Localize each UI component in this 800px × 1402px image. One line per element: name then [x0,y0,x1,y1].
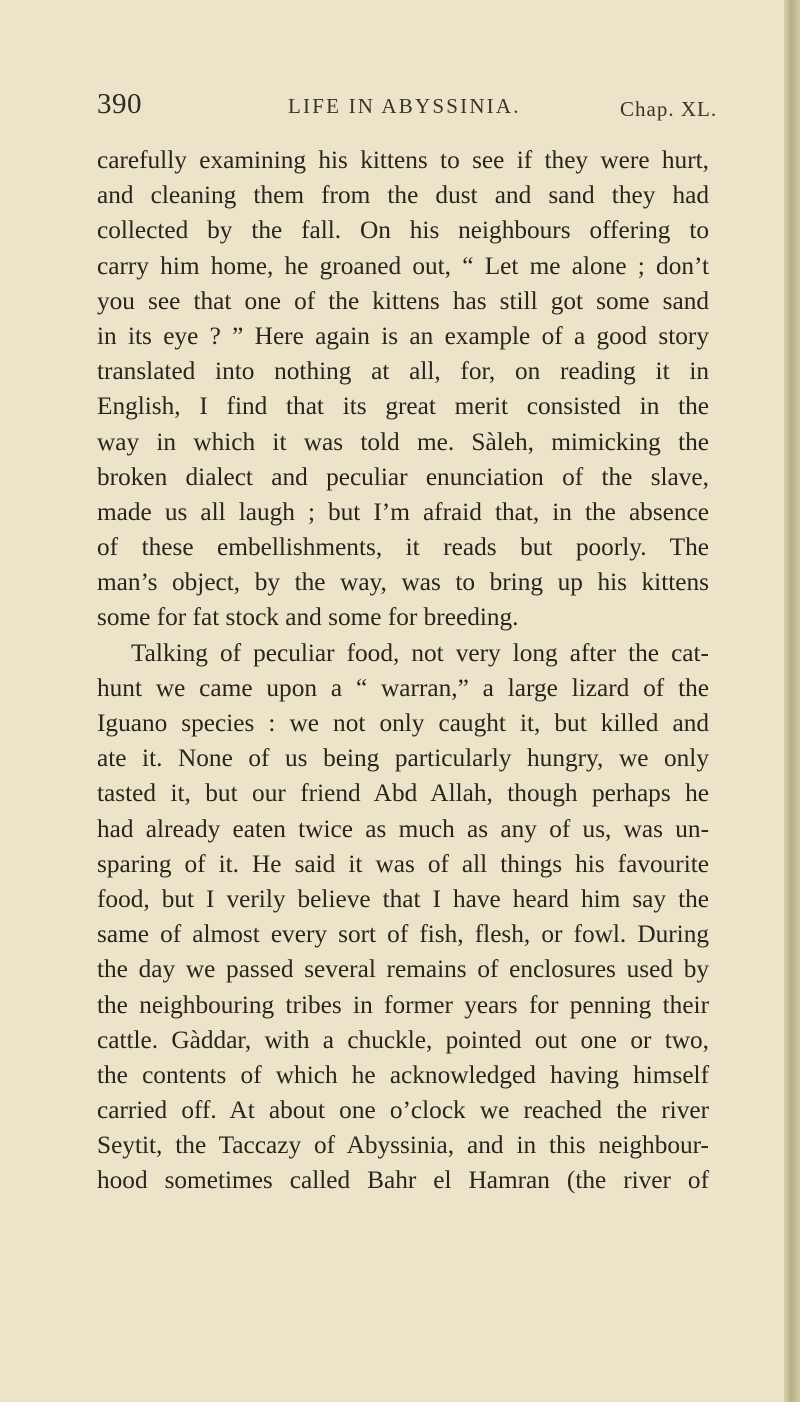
text-line: you see that one of the kittens has still got some sand [97,286,709,315]
text-line: carry him home, he groaned out, “ Let me alone ; don’t [97,251,709,280]
text-line: the neighbouring tribes in former years for penning their [97,990,709,1019]
text-line: translated into nothing at all, for, on reading it in [97,357,709,386]
text-line: tasted it, but our friend Abd Allah, though perhaps he [97,779,709,808]
text-line-paragraph-start: Talking of peculiar food, not very long after the cat- [131,638,709,667]
text-line: the day we passed several remains of enclosures used by [97,955,709,984]
text-line: food, but I verily believe that I have heard him say the [97,884,709,913]
text-line: ate it. None of us being particularly hungry, we only [97,744,709,773]
page-number: 390 [97,88,142,120]
text-line: same of almost every sort of fish, flesh, or fowl. During [97,920,709,949]
text-line-paragraph-end: some for fat stock and some for breeding. [97,603,519,632]
text-line: broken dialect and peculiar enunciation of the slave, [97,462,709,491]
text-line: the contents of which he acknowledged having himself [97,1060,709,1089]
text-line: Iguano species : we not only caught it, but killed and [97,709,709,737]
text-line: hood sometimes called Bahr el Hamran (the river of [97,1166,709,1195]
text-line: collected by the fall. On his neighbours offering to [97,216,709,245]
text-line: hunt we came upon a “ warran,” a large lizard of the [97,673,709,702]
text-line: sparing of it. He said it was of all things his favourite [97,849,709,878]
text-line: in its eye ? ” Here again is an example of a good story [97,321,709,350]
text-line: had already eaten twice as much as any of us, was un- [97,814,709,843]
text-line: man’s object, by the way, was to bring up his kittens [97,568,709,597]
text-line: cattle. Gàddar, with a chuckle, pointed out one or two, [97,1025,709,1054]
running-header [0,88,790,122]
text-line: and cleaning them from the dust and sand they had [97,181,709,210]
text-line: way in which it was told me. Sàleh, mimicking the [97,427,709,456]
page-edge [784,0,800,1402]
text-line: carefully examining his kittens to see if they were hurt, [97,146,709,174]
text-line: carried off. At about one o’clock we reached the river [97,1096,709,1125]
text-line: made us all laugh ; but I’m afraid that, in the absence [97,497,709,526]
text-line: English, I find that its great merit consisted in the [97,392,709,421]
text-line: of these embellishments, it reads but poorly. The [97,533,709,562]
running-title: LIFE IN ABYSSINIA. [288,94,521,118]
text-line: Seytit, the Taccazy of Abyssinia, and in this neighbour- [97,1131,709,1160]
chapter-mark: Chap. XL. [620,97,718,121]
body-text [97,143,709,1199]
